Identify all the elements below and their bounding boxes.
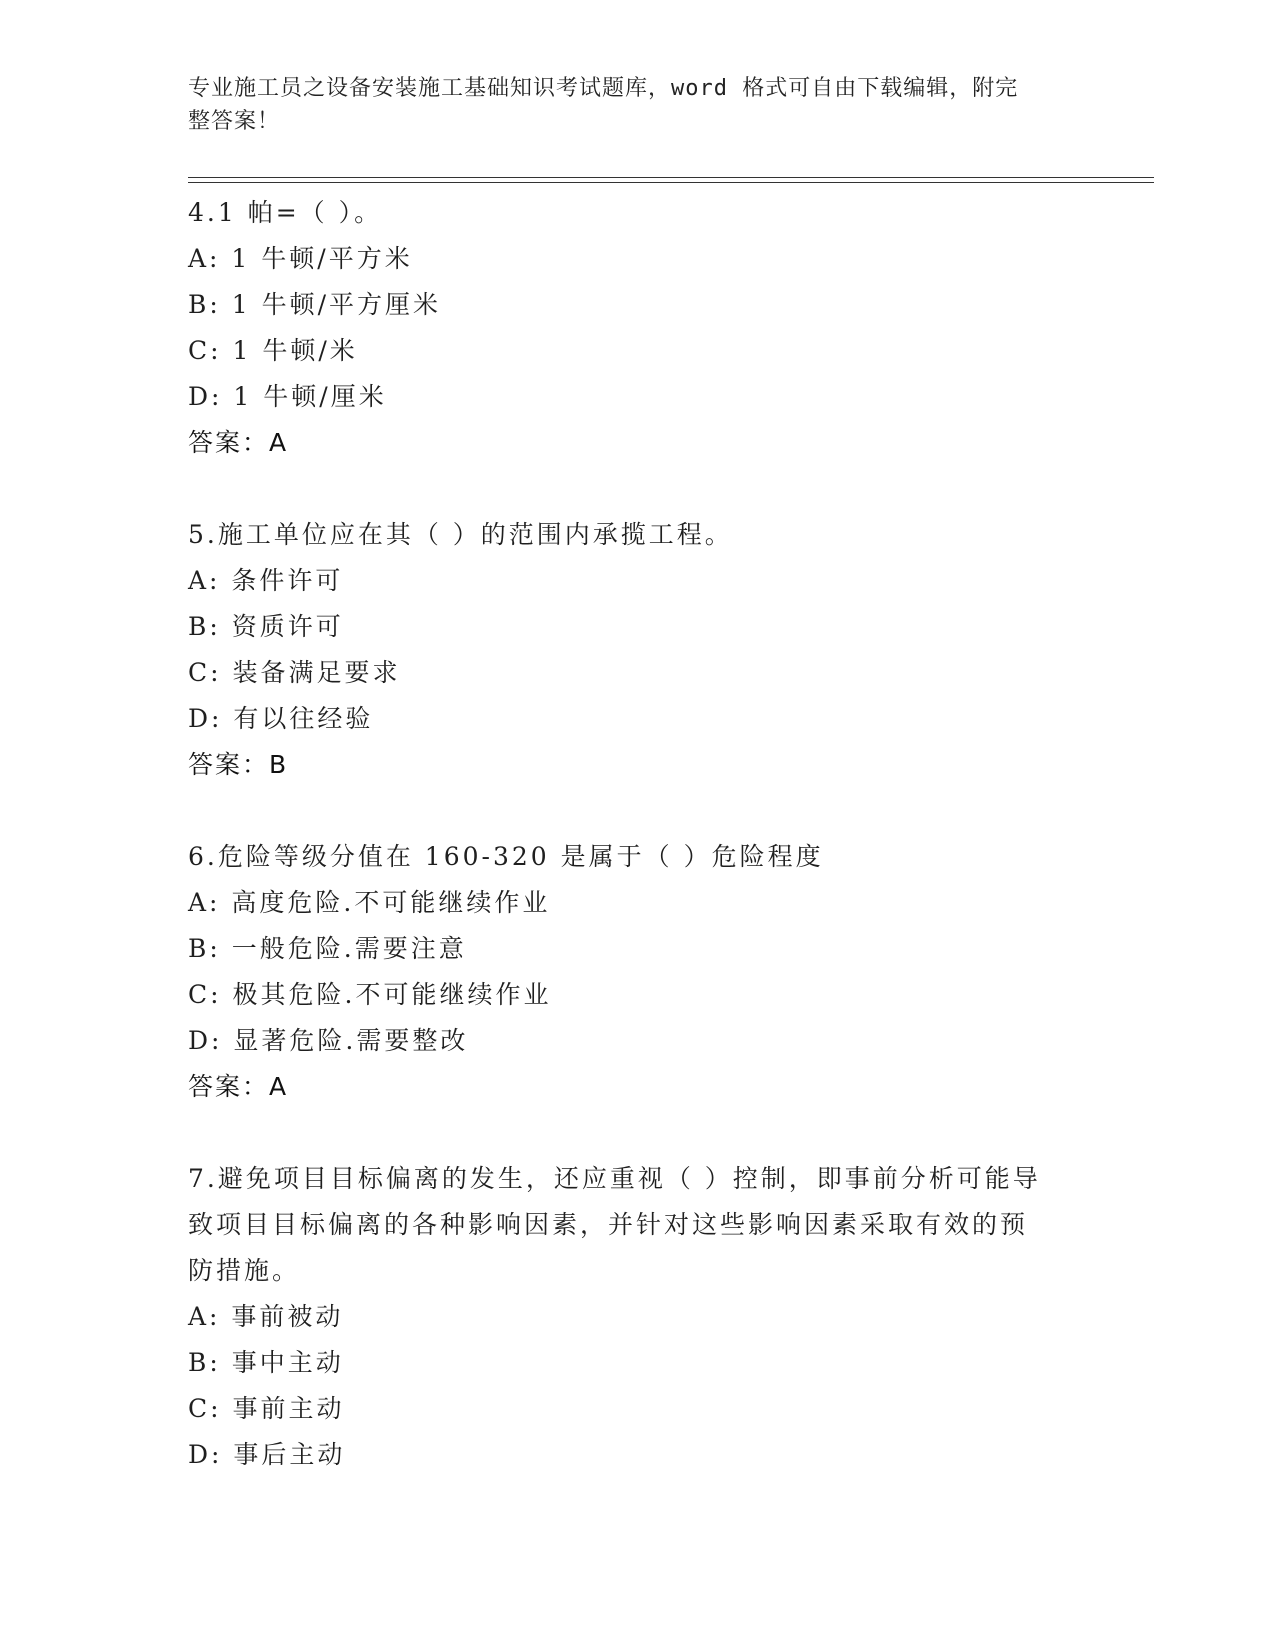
option-a: A: 高度危险.不可能继续作业 [188, 888, 551, 917]
option-c: C: 极其危险.不可能继续作业 [188, 980, 552, 1009]
option-a: A: 事前被动 [188, 1302, 344, 1331]
question-text: 4.1 帕=（ ）。 [188, 198, 383, 227]
option-c: C: 装备满足要求 [188, 658, 401, 687]
question-text-line-2: 致项目目标偏离的各种影响因素，并针对这些影响因素采取有效的预 [188, 1210, 1029, 1239]
option-d: D: 显著危险.需要整改 [188, 1026, 469, 1055]
option-d: D: 有以往经验 [188, 704, 374, 733]
header-divider-top [188, 177, 1154, 178]
question-4 [188, 190, 1088, 466]
header-line-2: 整答案！ [188, 109, 281, 134]
option-b: B: 资质许可 [188, 612, 344, 641]
question-list [188, 190, 1088, 1524]
header-divider-bottom [188, 182, 1154, 183]
question-6 [188, 834, 1088, 1110]
question-5 [188, 512, 1088, 788]
option-d: D: 事后主动 [188, 1440, 346, 1469]
question-text: 5.施工单位应在其（ ）的范围内承揽工程。 [188, 520, 733, 549]
question-text-line-3: 防措施。 [188, 1256, 301, 1285]
header-line-1: 专业施工员之设备安装施工基础知识考试题库，word 格式可自由下载编辑，附完 [188, 76, 1019, 101]
option-b: B: 一般危险.需要注意 [188, 934, 467, 963]
answer-line: 答案：A [188, 428, 289, 457]
option-b: B: 事中主动 [188, 1348, 344, 1377]
question-7 [188, 1156, 1088, 1478]
option-c: C: 事前主动 [188, 1394, 345, 1423]
option-d: D: 1 牛顿/厘米 [188, 382, 387, 411]
option-b: B: 1 牛顿/平方厘米 [188, 290, 442, 319]
question-text-line-1: 7.避免项目目标偏离的发生，还应重视（ ）控制，即事前分析可能导 [188, 1164, 1041, 1193]
document-header [188, 72, 1088, 138]
answer-line: 答案：B [188, 750, 289, 779]
option-a: A: 条件许可 [188, 566, 344, 595]
question-text: 6.危险等级分值在 160-320 是属于（ ）危险程度 [188, 842, 824, 871]
option-a: A: 1 牛顿/平方米 [188, 244, 413, 273]
answer-line: 答案：A [188, 1072, 289, 1101]
option-c: C: 1 牛顿/米 [188, 336, 358, 365]
